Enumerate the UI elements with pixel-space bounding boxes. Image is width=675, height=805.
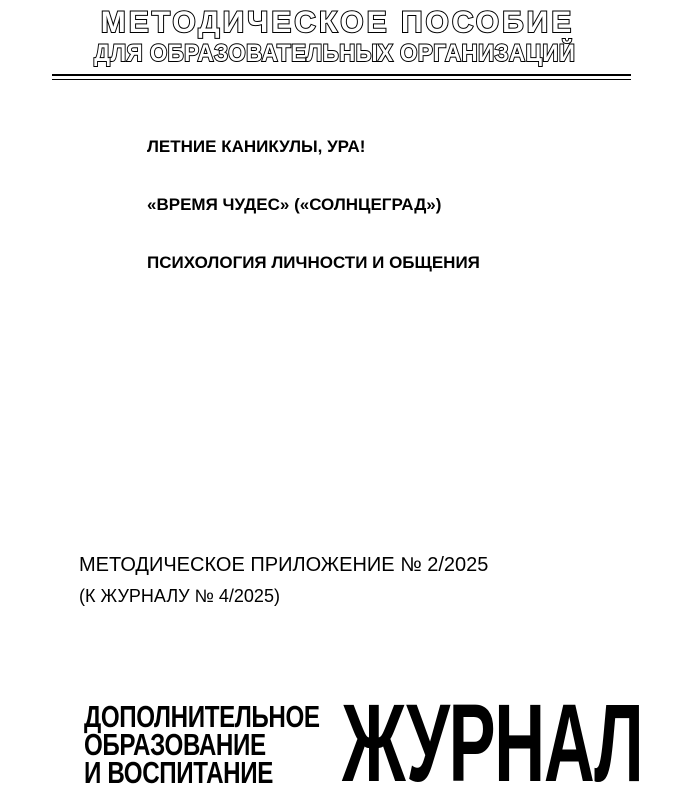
topics-list [147, 136, 480, 310]
masthead-title: МЕТОДИЧЕСКОЕ ПОСОБИЕ [100, 6, 575, 39]
topic-item: ПСИХОЛОГИЯ ЛИЧНОСТИ И ОБЩЕНИЯ [147, 253, 480, 272]
header-divider-thick [52, 74, 631, 76]
journal-reference: (К ЖУРНАЛУ № 4/2025) [79, 586, 280, 606]
journal-name-block [84, 699, 320, 790]
journal-name-line: ДОПОЛНИТЕЛЬНОЕ [84, 699, 320, 734]
topic-item: ЛЕТНИЕ КАНИКУЛЫ, УРА! [147, 137, 366, 156]
appendix-number: МЕТОДИЧЕСКОЕ ПРИЛОЖЕНИЕ № 2/2025 [79, 554, 489, 576]
journal-logo-word: ЖУРНАЛ [342, 682, 643, 805]
journal-name-line: ОБРАЗОВАНИЕ [84, 727, 266, 762]
journal-name-line: И ВОСПИТАНИЕ [84, 755, 273, 790]
masthead-subtitle: ДЛЯ ОБРАЗОВАТЕЛЬНЫХ ОРГАНИЗАЦИЙ [94, 40, 576, 67]
header-divider-thin [52, 79, 631, 80]
topic-item: «ВРЕМЯ ЧУДЕС» («СОЛНЦЕГРАД») [147, 195, 442, 214]
appendix-info [79, 552, 488, 609]
